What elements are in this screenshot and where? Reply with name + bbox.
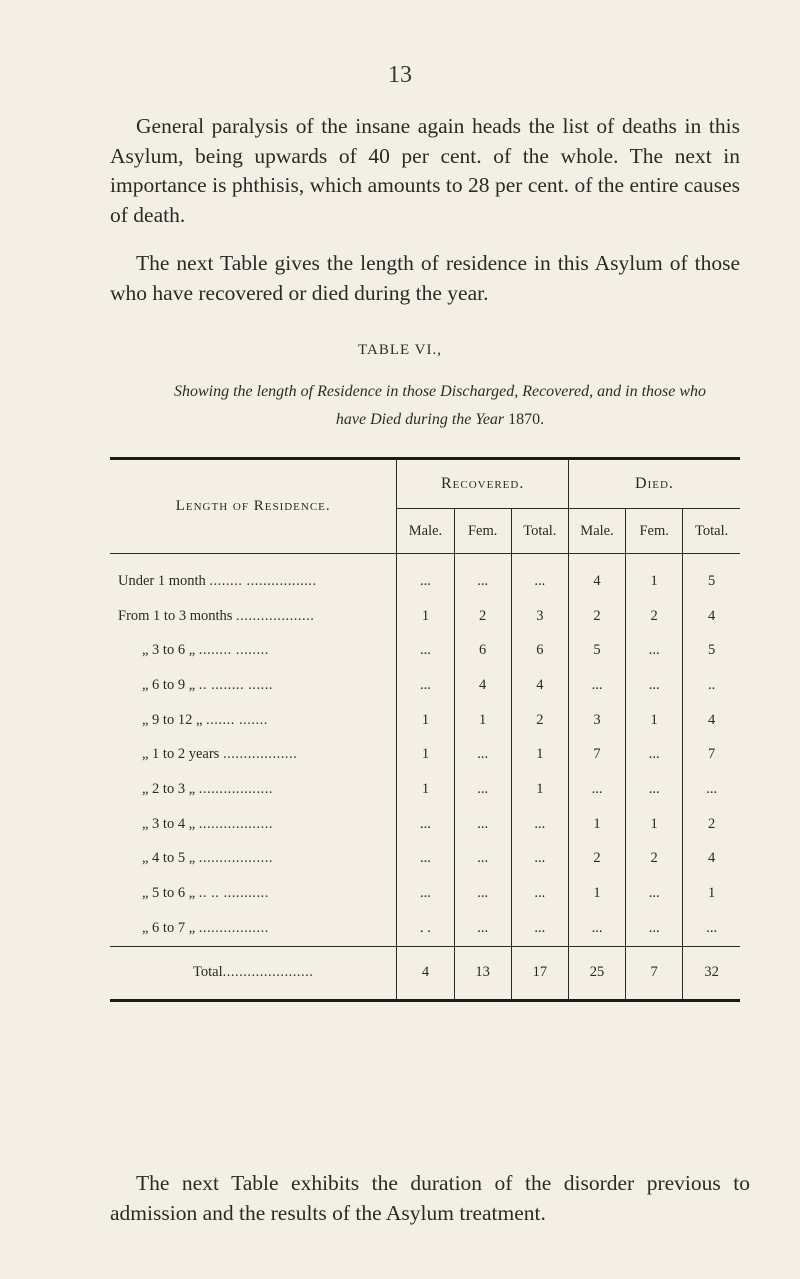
cell-recovered-male: 1 xyxy=(397,737,454,772)
header-recovered: Recovered. xyxy=(397,460,569,509)
subheader-recovered-male: Male. xyxy=(397,509,454,554)
cell-recovered-total: ... xyxy=(511,554,568,599)
total-label xyxy=(110,946,397,999)
table-subtitle xyxy=(160,378,720,434)
cell-recovered-fem: ... xyxy=(454,554,511,599)
cell-died-total: .. xyxy=(708,676,716,693)
cell-recovered-total: ... xyxy=(511,876,568,911)
table-caption: TABLE VI., xyxy=(358,342,442,358)
row-label-text: „ 5 to 6 „ xyxy=(142,885,199,902)
paragraph-general-paralysis: General paralysis of the insane again heads the list of deaths in this Asylum, being upwards of 40 per cent. of the whole. The next in importance is phthisis, which amounts to 28 per cent. of the entire causes of death. xyxy=(110,114,740,227)
header-length-of-residence: Length of Residence. xyxy=(110,460,397,554)
cell-died-male: 2 xyxy=(568,842,625,877)
cell-died-total: 4 xyxy=(708,850,716,867)
cell-died-total: 4 xyxy=(708,607,716,624)
table-row xyxy=(110,911,740,946)
cell-died-fem: 1 xyxy=(626,554,683,599)
cell-died-total: 5 xyxy=(708,572,716,589)
cell-died-male: 2 xyxy=(568,599,625,634)
cell-died-male: 1 xyxy=(568,807,625,842)
row-label-text: „ 1 to 2 years xyxy=(142,746,223,763)
row-label xyxy=(110,876,397,911)
cell-recovered-male: ... xyxy=(397,807,454,842)
cell-died-male: 7 xyxy=(568,737,625,772)
cell-recovered-total: 2 xyxy=(511,703,568,738)
cell-recovered-fem: ... xyxy=(454,842,511,877)
cell-died-male: ... xyxy=(568,772,625,807)
cell-died-fem: 2 xyxy=(626,599,683,634)
table-body xyxy=(110,554,740,999)
row-leader-dots: .. ........ ...... xyxy=(198,676,274,693)
total-died-total: 32 xyxy=(683,946,740,999)
cell-recovered-fem: 2 xyxy=(454,599,511,634)
cell-died-fem: 1 xyxy=(626,807,683,842)
row-label xyxy=(110,772,397,807)
total-recovered-fem: 13 xyxy=(454,946,511,999)
total-died-fem: 7 xyxy=(626,946,683,999)
cell-died-fem: ... xyxy=(626,911,683,946)
total-leader-dots: ...................... xyxy=(222,964,314,981)
cell-died-fem: ... xyxy=(626,737,683,772)
cell-recovered-total: 1 xyxy=(511,737,568,772)
table-row xyxy=(110,876,740,911)
row-label-text: „ 6 to 7 „ xyxy=(142,919,199,936)
row-leader-dots: ................. xyxy=(198,919,269,936)
total-label-text: Total xyxy=(193,964,223,981)
row-leader-dots: ....... ....... xyxy=(206,711,268,728)
cell-died-total: 5 xyxy=(708,642,716,659)
table-row xyxy=(110,772,740,807)
row-label-text: „ 3 to 4 „ xyxy=(142,815,199,832)
row-label-text: „ 3 to 6 „ xyxy=(142,642,199,659)
table-row xyxy=(110,633,740,668)
total-recovered-male: 4 xyxy=(397,946,454,999)
cell-died-fem: ... xyxy=(626,876,683,911)
cell-recovered-total: ... xyxy=(511,842,568,877)
table-row xyxy=(110,554,740,599)
table-row xyxy=(110,599,740,634)
cell-died-male: 5 xyxy=(568,633,625,668)
table-row xyxy=(110,737,740,772)
row-leader-dots: .................. xyxy=(222,746,298,763)
row-label xyxy=(110,807,397,842)
table-row xyxy=(110,842,740,877)
cell-recovered-male: ... xyxy=(397,554,454,599)
cell-recovered-fem: ... xyxy=(454,911,511,946)
cell-died-male: 4 xyxy=(568,554,625,599)
table-subtitle-text: Showing the length of Residence in those Discharged, Recovered, and in those who have Died during the Year xyxy=(173,383,707,428)
subheader-died-total: Total. xyxy=(683,509,740,554)
cell-died-fem: ... xyxy=(626,668,683,703)
row-label xyxy=(110,842,397,877)
row-label-text: „ 4 to 5 „ xyxy=(142,850,199,867)
table-total-row xyxy=(110,946,740,999)
cell-died-total: ... xyxy=(706,919,718,936)
table-row xyxy=(110,668,740,703)
row-label-text: From 1 to 3 months xyxy=(118,607,237,624)
row-leader-dots: ................... xyxy=(236,607,315,624)
cell-recovered-total: 6 xyxy=(511,633,568,668)
cell-recovered-fem: ... xyxy=(454,737,511,772)
subheader-died-fem: Fem. xyxy=(626,509,683,554)
row-leader-dots: .................. xyxy=(198,815,274,832)
cell-recovered-male: ... xyxy=(397,668,454,703)
cell-died-fem: ... xyxy=(626,772,683,807)
cell-recovered-total: ... xyxy=(511,911,568,946)
row-label-text: „ 6 to 9 „ xyxy=(142,676,199,693)
cell-died-male: 3 xyxy=(568,703,625,738)
cell-recovered-fem: ... xyxy=(454,807,511,842)
table-subtitle-year: 1870. xyxy=(508,411,545,428)
residence-table-grid xyxy=(110,460,740,999)
paragraph-next-table-duration: The next Table exhibits the duration of the disorder previous to admission and the results of the Asylum treatment. xyxy=(110,1171,750,1225)
cell-recovered-total: 3 xyxy=(511,599,568,634)
cell-recovered-male: . . xyxy=(397,911,454,946)
cell-died-fem: 1 xyxy=(626,703,683,738)
row-label xyxy=(110,633,397,668)
row-label xyxy=(110,668,397,703)
paragraph-next-table-intro: The next Table gives the length of residence in this Asylum of those who have recovered or died during the year. xyxy=(110,251,740,305)
row-leader-dots: ........ ................. xyxy=(209,572,317,589)
row-label xyxy=(110,554,397,599)
total-recovered-total: 17 xyxy=(511,946,568,999)
row-label-text: „ 9 to 12 „ xyxy=(142,711,207,728)
cell-recovered-fem: ... xyxy=(454,772,511,807)
row-label xyxy=(110,703,397,738)
table-row xyxy=(110,807,740,842)
cell-died-total: 7 xyxy=(708,746,716,763)
cell-died-total: 2 xyxy=(708,815,716,832)
cell-recovered-fem: 1 xyxy=(454,703,511,738)
row-label xyxy=(110,599,397,634)
total-died-male: 25 xyxy=(568,946,625,999)
header-died: Died. xyxy=(635,475,674,492)
cell-recovered-fem: ... xyxy=(454,876,511,911)
table-row xyxy=(110,703,740,738)
cell-recovered-male: 1 xyxy=(397,599,454,634)
cell-died-fem: 2 xyxy=(626,842,683,877)
row-label-text: Under 1 month xyxy=(118,572,210,589)
cell-died-total: ... xyxy=(706,780,718,797)
cell-recovered-total: 1 xyxy=(511,772,568,807)
cell-died-male: ... xyxy=(568,911,625,946)
cell-recovered-male: ... xyxy=(397,876,454,911)
cell-recovered-male: 1 xyxy=(397,772,454,807)
cell-recovered-male: 1 xyxy=(397,703,454,738)
cell-recovered-fem: 6 xyxy=(454,633,511,668)
cell-died-fem: ... xyxy=(626,633,683,668)
cell-recovered-total: 4 xyxy=(511,668,568,703)
cell-recovered-male: ... xyxy=(397,633,454,668)
residence-table xyxy=(110,457,740,1002)
cell-died-total: 1 xyxy=(708,885,716,902)
row-label-text: „ 2 to 3 „ xyxy=(142,780,199,797)
cell-died-male: ... xyxy=(568,668,625,703)
row-leader-dots: ........ ........ xyxy=(198,642,269,659)
cell-recovered-total: ... xyxy=(511,807,568,842)
row-leader-dots: .................. xyxy=(198,780,274,797)
cell-died-total: 4 xyxy=(708,711,716,728)
cell-died-male: 1 xyxy=(568,876,625,911)
row-label xyxy=(110,911,397,946)
row-label xyxy=(110,737,397,772)
cell-recovered-male: ... xyxy=(397,842,454,877)
subheader-recovered-fem: Fem. xyxy=(454,509,511,554)
row-leader-dots: .. .. ........... xyxy=(198,885,269,902)
row-leader-dots: .................. xyxy=(198,850,274,867)
page-number: 13 xyxy=(388,62,412,88)
cell-recovered-fem: 4 xyxy=(454,668,511,703)
subheader-died-male: Male. xyxy=(568,509,625,554)
subheader-recovered-total: Total. xyxy=(511,509,568,554)
